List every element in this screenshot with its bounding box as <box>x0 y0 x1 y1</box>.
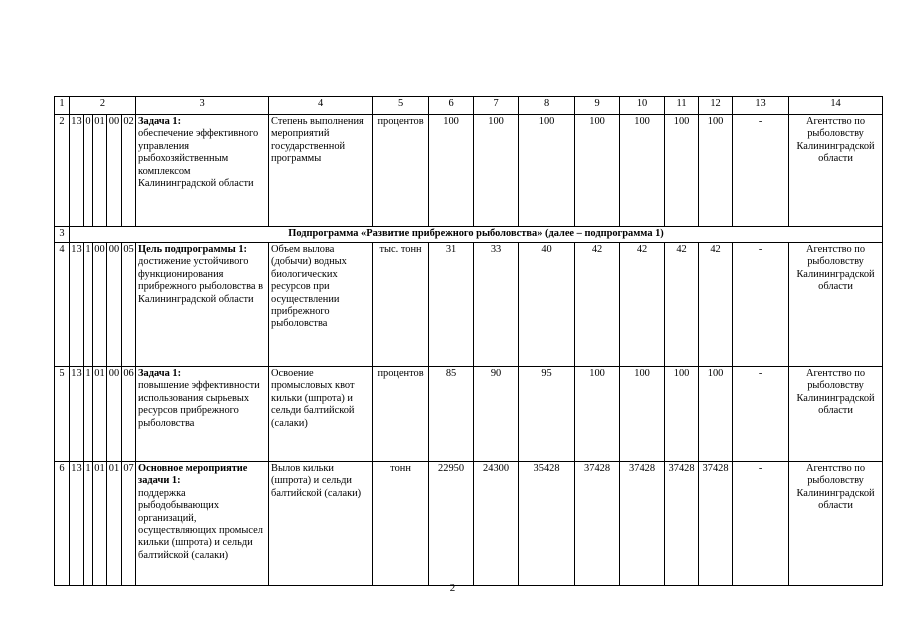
value-cell: 100 <box>575 367 620 462</box>
header-cell: 14 <box>789 97 883 115</box>
value-cell: 22950 <box>429 462 474 586</box>
value-cell: 100 <box>620 115 665 227</box>
value-cell: 100 <box>665 367 699 462</box>
code-cell: 1 <box>84 462 93 586</box>
value-cell: 100 <box>519 115 575 227</box>
goal-cell <box>136 243 269 367</box>
executor-cell: Агентство по рыболовству Калининградской области <box>789 115 883 227</box>
goal-title: Задача 1: <box>138 116 182 127</box>
header-cell: 13 <box>733 97 789 115</box>
value-cell: 37428 <box>665 462 699 586</box>
code-cell: 07 <box>122 462 136 586</box>
goal-title: Основное мероприятие задачи 1: <box>138 463 248 487</box>
header-row <box>55 97 883 115</box>
code-cell: 0 <box>84 115 93 227</box>
goal-cell <box>136 367 269 462</box>
value-cell: 95 <box>519 367 575 462</box>
code-cell: 01 <box>107 462 122 586</box>
code-cell: 1 <box>84 243 93 367</box>
value-cell: 100 <box>474 115 519 227</box>
value-cell: 90 <box>474 367 519 462</box>
value-cell: 100 <box>665 115 699 227</box>
goal-text: обеспечение эффективного управления рыбохозяйственным комплексом Калининградской области <box>138 128 259 190</box>
table-row <box>55 462 883 586</box>
code-cell: 02 <box>122 115 136 227</box>
value-cell: 100 <box>699 367 733 462</box>
row-number: 6 <box>55 462 70 586</box>
header-cell: 8 <box>519 97 575 115</box>
value-cell: 100 <box>429 115 474 227</box>
header-cell: 3 <box>136 97 269 115</box>
code-cell: 00 <box>107 367 122 462</box>
value-cell: 42 <box>665 243 699 367</box>
indicator-cell: Освоение промысловых квот кильки (шпрота) и сельди балтийской (салаки) <box>269 367 373 462</box>
subprogram-title: Подпрограмма «Развитие прибрежного рыболовства» (далее – подпрограмма 1) <box>70 227 883 243</box>
value-cell: 100 <box>620 367 665 462</box>
col13-cell: - <box>733 243 789 367</box>
value-cell: 85 <box>429 367 474 462</box>
unit-cell: процентов <box>373 115 429 227</box>
header-cell: 6 <box>429 97 474 115</box>
goal-text: повышение эффективности использования сырьевых ресурсов прибрежного рыболовства <box>138 380 260 429</box>
indicator-cell: Вылов кильки (шпрота) и сельди балтийской (салаки) <box>269 462 373 586</box>
code-cell: 01 <box>93 462 107 586</box>
goal-cell <box>136 462 269 586</box>
table-row <box>55 243 883 367</box>
value-cell: 100 <box>699 115 733 227</box>
code-cell: 1 <box>84 367 93 462</box>
value-cell: 33 <box>474 243 519 367</box>
table-row <box>55 367 883 462</box>
code-cell: 00 <box>107 115 122 227</box>
executor-cell: Агентство по рыболовству Калининградской области <box>789 367 883 462</box>
goal-text: поддержка рыбодобывающих организаций, осуществляющих промысел кильки (шпрота) и сельди балтийской (салаки) <box>138 487 263 561</box>
col13-cell: - <box>733 367 789 462</box>
value-cell: 100 <box>575 115 620 227</box>
row-number: 4 <box>55 243 70 367</box>
code-cell: 01 <box>93 367 107 462</box>
code-cell: 13 <box>70 367 84 462</box>
header-cell: 2 <box>70 97 136 115</box>
indicator-cell: Объем вылова (добычи) водных биологических ресурсов при осуществлении прибрежного рыболовства <box>269 243 373 367</box>
col13-cell: - <box>733 115 789 227</box>
goal-text: достижение устойчивого функционирования прибрежного рыболовства в Калининградской области <box>138 256 263 305</box>
code-cell: 06 <box>122 367 136 462</box>
value-cell: 37428 <box>699 462 733 586</box>
row-number: 5 <box>55 367 70 462</box>
page-number: 2 <box>449 582 456 594</box>
value-cell: 24300 <box>474 462 519 586</box>
row-number: 3 <box>55 227 70 243</box>
col13-cell: - <box>733 462 789 586</box>
unit-cell: процентов <box>373 367 429 462</box>
header-cell: 12 <box>699 97 733 115</box>
table-row <box>55 115 883 227</box>
code-cell: 13 <box>70 243 84 367</box>
value-cell: 42 <box>699 243 733 367</box>
header-cell: 5 <box>373 97 429 115</box>
code-cell: 13 <box>70 115 84 227</box>
header-cell: 11 <box>665 97 699 115</box>
code-cell: 01 <box>93 115 107 227</box>
executor-cell: Агентство по рыболовству Калининградской области <box>789 243 883 367</box>
header-cell: 10 <box>620 97 665 115</box>
code-cell: 05 <box>122 243 136 367</box>
value-cell: 37428 <box>575 462 620 586</box>
header-cell: 7 <box>474 97 519 115</box>
executor-cell: Агентство по рыболовству Калининградской области <box>789 462 883 586</box>
goal-cell <box>136 115 269 227</box>
header-cell: 1 <box>55 97 70 115</box>
code-cell: 00 <box>93 243 107 367</box>
value-cell: 35428 <box>519 462 575 586</box>
indicators-table <box>54 96 883 586</box>
header-cell: 4 <box>269 97 373 115</box>
code-cell: 00 <box>107 243 122 367</box>
indicator-cell: Степень выполнения мероприятий государственной программы <box>269 115 373 227</box>
value-cell: 42 <box>620 243 665 367</box>
unit-cell: тыс. тонн <box>373 243 429 367</box>
value-cell: 37428 <box>620 462 665 586</box>
code-cell: 13 <box>70 462 84 586</box>
row-number: 2 <box>55 115 70 227</box>
unit-cell: тонн <box>373 462 429 586</box>
value-cell: 42 <box>575 243 620 367</box>
goal-title: Задача 1: <box>138 368 182 379</box>
value-cell: 31 <box>429 243 474 367</box>
header-cell: 9 <box>575 97 620 115</box>
goal-title: Цель подпрограммы 1: <box>138 244 247 255</box>
subprogram-row <box>55 227 883 243</box>
value-cell: 40 <box>519 243 575 367</box>
